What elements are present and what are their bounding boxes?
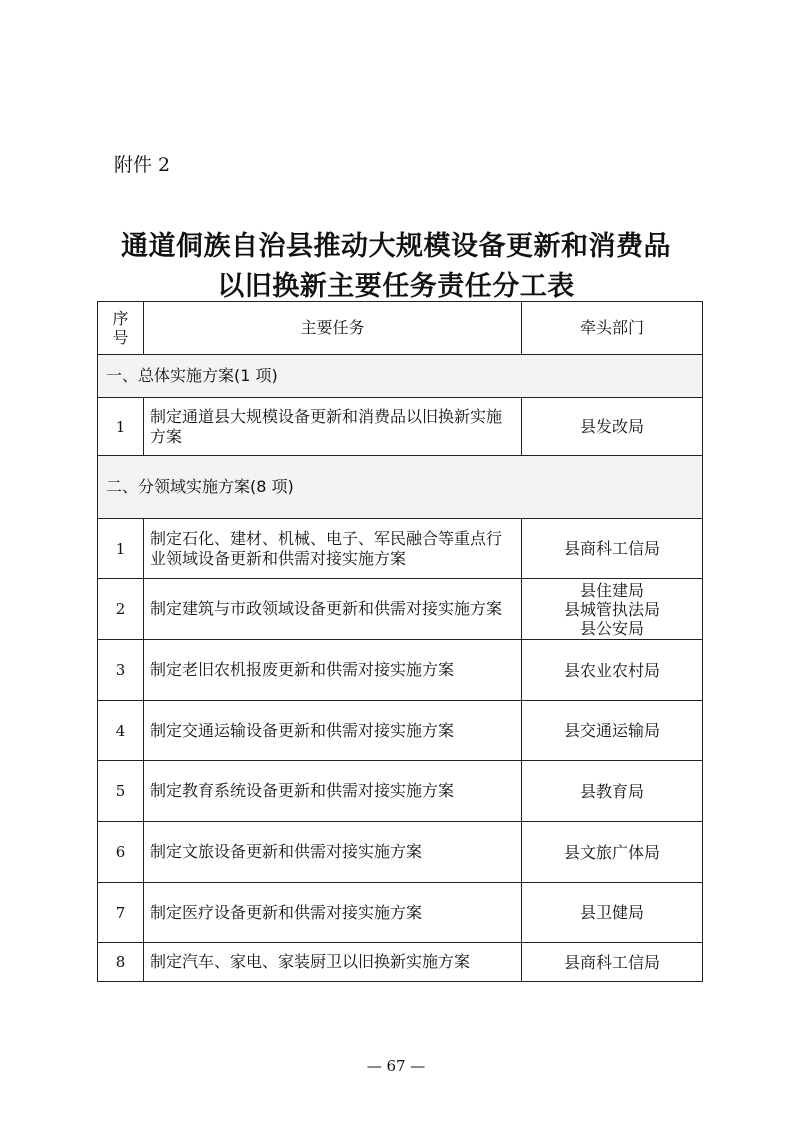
row-seq: 6 [98,822,144,883]
dept-name: 县文旅广体局 [563,842,660,862]
document-title-line-2: 以旧换新主要任务责任分工表 [217,271,575,302]
header-dept: 牵头部门 [522,302,703,355]
table-row [98,761,703,822]
row-dept [522,579,703,640]
attachment-label: 附件 2 [114,154,171,176]
row-task: 制定通道县大规模设备更新和消费品以旧换新实施方案 [144,398,522,456]
table-row [98,640,703,701]
row-dept [522,640,703,701]
dept-name: 县商科工信局 [563,539,660,558]
row-task: 制定石化、建材、机械、电子、军民融合等重点行业领域设备更新和供需对接实施方案 [144,519,522,579]
row-dept [522,943,703,982]
dept-name: 县城管执法局 [563,599,660,619]
row-dept [522,822,703,883]
section-title: 二、分领域实施方案(8 项) [98,456,703,519]
dept-name: 县发改局 [579,417,644,436]
table-row [98,883,703,943]
dept-name: 县农业农村局 [563,660,660,680]
row-seq: 3 [98,640,144,701]
document-title-line-1: 通道侗族自治县推动大规模设备更新和消费品 [121,231,671,262]
row-seq: 1 [98,519,144,579]
section-row-overall [98,355,703,398]
row-seq: 1 [98,398,144,456]
table-row [98,519,703,579]
row-task: 制定教育系统设备更新和供需对接实施方案 [144,761,522,822]
header-seq: 序 号 [98,302,144,355]
dept-name: 县商科工信局 [563,952,660,972]
dept-name: 县卫健局 [579,903,644,922]
page-number: — 67 — [366,1057,426,1075]
row-seq: 2 [98,579,144,640]
row-task: 制定老旧农机报废更新和供需对接实施方案 [144,640,522,701]
section-title: 一、总体实施方案(1 项) [98,355,703,398]
dept-name: 县住建局 [579,580,644,600]
dept-name: 县交通运输局 [563,721,660,740]
task-assignment-table [97,301,703,982]
header-task: 主要任务 [144,302,522,355]
row-dept [522,883,703,943]
row-seq: 7 [98,883,144,943]
table-row [98,822,703,883]
row-seq: 5 [98,761,144,822]
table-row [98,943,703,982]
row-dept [522,701,703,761]
table-row [98,701,703,761]
row-task: 制定文旅设备更新和供需对接实施方案 [144,822,522,883]
row-seq: 4 [98,701,144,761]
row-task: 制定交通运输设备更新和供需对接实施方案 [144,701,522,761]
row-task: 制定医疗设备更新和供需对接实施方案 [144,883,522,943]
row-seq: 8 [98,943,144,982]
row-dept [522,398,703,456]
row-task: 制定建筑与市政领域设备更新和供需对接实施方案 [144,579,522,640]
table-row [98,579,703,640]
row-dept [522,761,703,822]
table-header-row [98,302,703,355]
row-dept [522,519,703,579]
dept-name: 县公安局 [579,618,644,638]
row-task: 制定汽车、家电、家装厨卫以旧换新实施方案 [144,943,522,982]
section-row-domains [98,456,703,519]
table-row [98,398,703,456]
dept-name: 县教育局 [579,781,644,801]
